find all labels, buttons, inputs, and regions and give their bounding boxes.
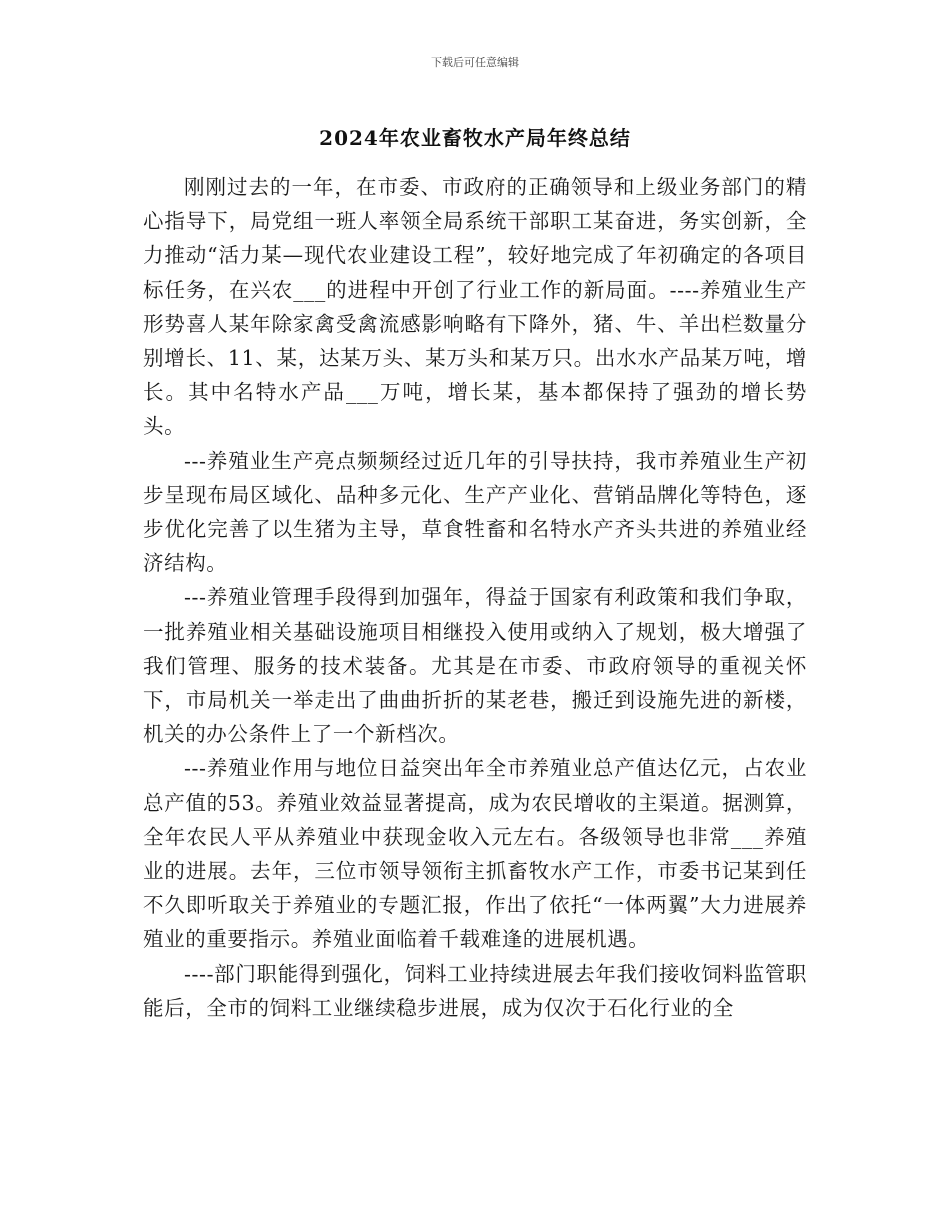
document-body <box>143 170 807 1025</box>
paragraph-highlights: ---养殖业生产亮点频频经过近几年的引导扶持，我市养殖业生产初步呈现布局区域化、品种多元化、生产产业化、营销品牌化等特色，逐步优化完善了以生猪为主导，草食牲畜和名特水产齐头共进的养殖业经济结构。 <box>143 448 807 576</box>
paragraph-feed-industry: ----部门职能得到强化，饲料工业持续进展去年我们接收饲料监管职能后，全市的饲料工业继续稳步进展，成为仅次于石化行业的全 <box>143 961 807 1020</box>
paragraph-role: ---养殖业作用与地位日益突出年全市养殖业总产值达亿元，占农业总产值的53。养殖业效益显著提高，成为农民增收的主渠道。据测算，全年农民人平从养殖业中获现金收入元左右。各级领导也非常___养殖业的进展。去年，三位市领导领衔主抓畜牧水产工作，市委书记某到任不久即听取关于养殖业的专题汇报，作出了依托“一体两翼”大力进展养殖业的重要指示。养殖业面临着千载难逢的进展机遇。 <box>143 756 807 952</box>
paragraph-management: ---养殖业管理手段得到加强年，得益于国家有利政策和我们争取，一批养殖业相关基础设施项目相继投入使用或纳入了规划，极大增强了我们管理、服务的技术装备。尤其是在市委、市政府领导的重视关怀下，市局机关一举走出了曲曲折折的某老巷，搬迁到设施先进的新楼，机关的办公条件上了一个新档次。 <box>143 585 807 747</box>
header-note: 下载后可任意编辑 <box>431 56 519 69</box>
paragraph-intro: 刚刚过去的一年，在市委、市政府的正确领导和上级业务部门的精心指导下，局党组一班人率领全局系统干部职工某奋进，务实创新，全力推动“活力某—现代农业建设工程”，较好地完成了年初确定的各项目标任务，在兴农___的进程中开创了行业工作的新局面。----养殖业生产形势喜人某年除家禽受禽流感影响略有下降外，猪、牛、羊出栏数量分别增长、11、某，达某万头、某万头和某万只。出水水产品某万吨，增长。其中名特水产品___万吨，增长某，基本都保持了强劲的增长势头。 <box>143 175 807 439</box>
document-title: 2024年农业畜牧水产局年终总结 <box>319 126 631 150</box>
